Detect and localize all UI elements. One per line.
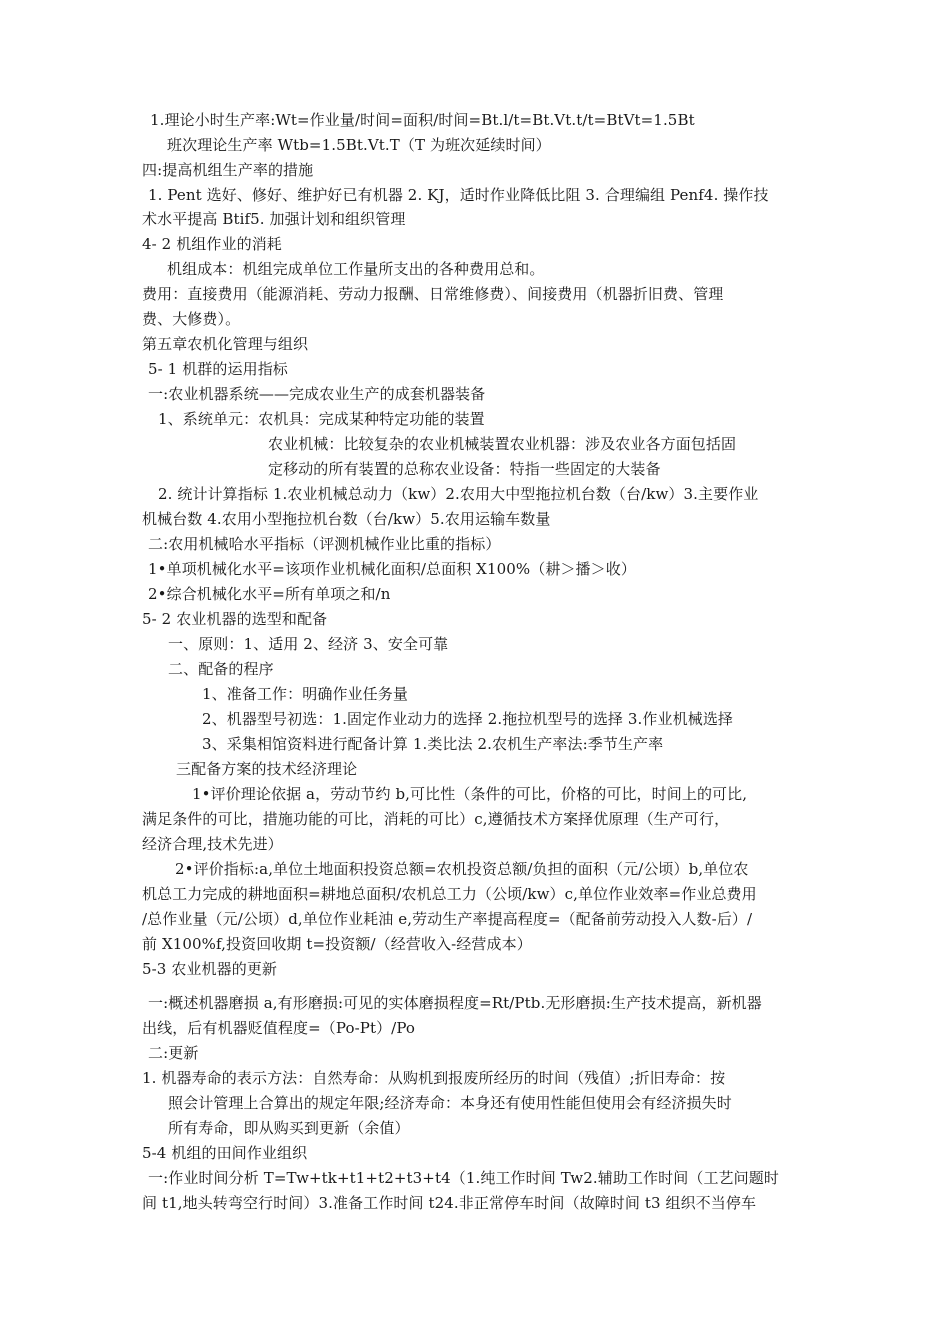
text-line: 2•综合机械化水平=所有单项之和/n	[148, 585, 391, 603]
section-heading: 4- 2 机组作业的消耗	[142, 235, 282, 253]
text-line: 班次理论生产率 Wtb=1.5Bt.Vt.T（T 为班次延续时间）	[167, 136, 551, 154]
text-line: 3、采集相馆资料进行配备计算 1.类比法 2.农机生产率法:季节生产率	[202, 735, 664, 753]
text-line: 一、原则：1、适用 2、经济 3、安全可靠	[168, 635, 449, 653]
text-line: 定移动的所有装置的总称农业设备：特指一些固定的大装备	[268, 460, 661, 478]
text-line: 一:概述机器磨损 a,有形磨损:可见的实体磨损程度=Rt/Ptb.无形磨损:生产技术提高，新机器	[148, 994, 762, 1012]
text-line: 2•评价指标:a,单位土地面积投资总额=农机投资总额/负担的面积（元/公顷）b,单位农	[175, 860, 749, 878]
text-line: 1•评价理论依据 a，劳动节约 b,可比性（条件的可比，价格的可比，时间上的可比,	[192, 785, 748, 803]
text-line: 机总工力完成的耕地面积=耕地总面积/农机总工力（公顷/kw）c,单位作业效率=作业总费用	[142, 885, 757, 903]
text-line: 所有寿命，即从购买到更新（余值）	[168, 1119, 410, 1137]
text-line: 1、准备工作：明确作业任务量	[202, 685, 408, 703]
text-line: 二:农用机械哈水平指标（评测机械作业比重的指标）	[148, 535, 501, 553]
text-line: 2、机器型号初选：1.固定作业动力的选择 2.拖拉机型号的选择 3.作业机械选择	[202, 710, 734, 728]
text-line: 1. 机器寿命的表示方法：自然寿命：从购机到报废所经历的时间（残值）;折旧寿命：按	[142, 1069, 726, 1087]
text-line: 机组成本：机组完成单位工作量所支出的各种费用总和。	[167, 260, 545, 278]
chapter-heading: 第五章农机化管理与组织	[142, 335, 309, 353]
section-heading: 5- 2 农业机器的选型和配备	[142, 610, 328, 628]
text-line: 一:作业时间分析 T=Tw+tk+t1+t2+t3+t4（1.纯工作时间 Tw2.辅助工作时间（工艺问题时	[148, 1169, 779, 1187]
text-line: 术水平提高 Btif5. 加强计划和组织管理	[142, 210, 406, 228]
text-line: 二:更新	[148, 1044, 199, 1062]
text-line: 满足条件的可比，措施功能的可比，消耗的可比）c,遵循技术方案择优原理（生产可行，	[142, 810, 730, 828]
section-heading: 5-3 农业机器的更新	[142, 960, 278, 978]
text-line: 机械台数 4.农用小型拖拉机台数（台/kw）5.农用运输车数量	[142, 510, 551, 528]
section-heading: 5- 1 机群的运用指标	[148, 360, 288, 378]
text-line: 费、大修费）。	[142, 310, 241, 328]
text-line: 1.理论小时生产率:Wt=作业量/时间=面积/时间=Bt.l/t=Bt.Vt.t/t=BtVt=1.5Bt	[150, 111, 695, 129]
text-line: 二、配备的程序	[168, 660, 274, 678]
text-line: 费用：直接费用（能源消耗、劳动力报酬、日常维修费）、间接费用（机器折旧费、管理	[142, 285, 724, 303]
section-heading: 四:提高机组生产率的措施	[142, 161, 314, 179]
text-line: 照会计管理上合算出的规定年限;经济寿命：本身还有使用性能但使用会有经济损失时	[168, 1094, 732, 1112]
text-line: 1、系统单元：农机具：完成某种特定功能的装置	[158, 410, 485, 428]
text-line: 2. 统计计算指标 1.农业机械总动力（kw）2.农用大中型拖拉机台数（台/kw）3.主要作业	[158, 485, 759, 503]
text-line: 一:农业机器系统——完成农业生产的成套机器装备	[148, 385, 486, 403]
text-line: 间 t1,地头转弯空行时间）3.准备工作时间 t24.非正常停车时间（故障时间 t3 组织不当停车	[142, 1194, 757, 1212]
text-line: 经济合理,技术先进）	[142, 835, 283, 853]
text-line: /总作业量（元/公顷）d,单位作业耗油 e,劳动生产率提高程度=（配备前劳动投入人数-后）/	[142, 910, 753, 928]
text-line: 前 X100%f,投资回收期 t=投资额/（经营收入-经营成本）	[142, 935, 532, 953]
text-line: 三配备方案的技术经济理论	[176, 760, 358, 778]
text-line: 农业机械：比较复杂的农业机械装置农业机器：涉及农业各方面包括固	[268, 435, 737, 453]
text-line: 1. Pent 选好、修好、维护好已有机器 2. KJ，适时作业降低比阻 3. 合理编组 Penf4. 操作技	[148, 186, 769, 204]
text-line: 1•单项机械化水平=该项作业机械化面积/总面积 X100%（耕＞播＞收）	[148, 560, 636, 578]
section-heading: 5-4 机组的田间作业组织	[142, 1144, 308, 1162]
text-line: 出线，后有机器贬值程度=（Po-Pt）/Po	[142, 1019, 416, 1037]
